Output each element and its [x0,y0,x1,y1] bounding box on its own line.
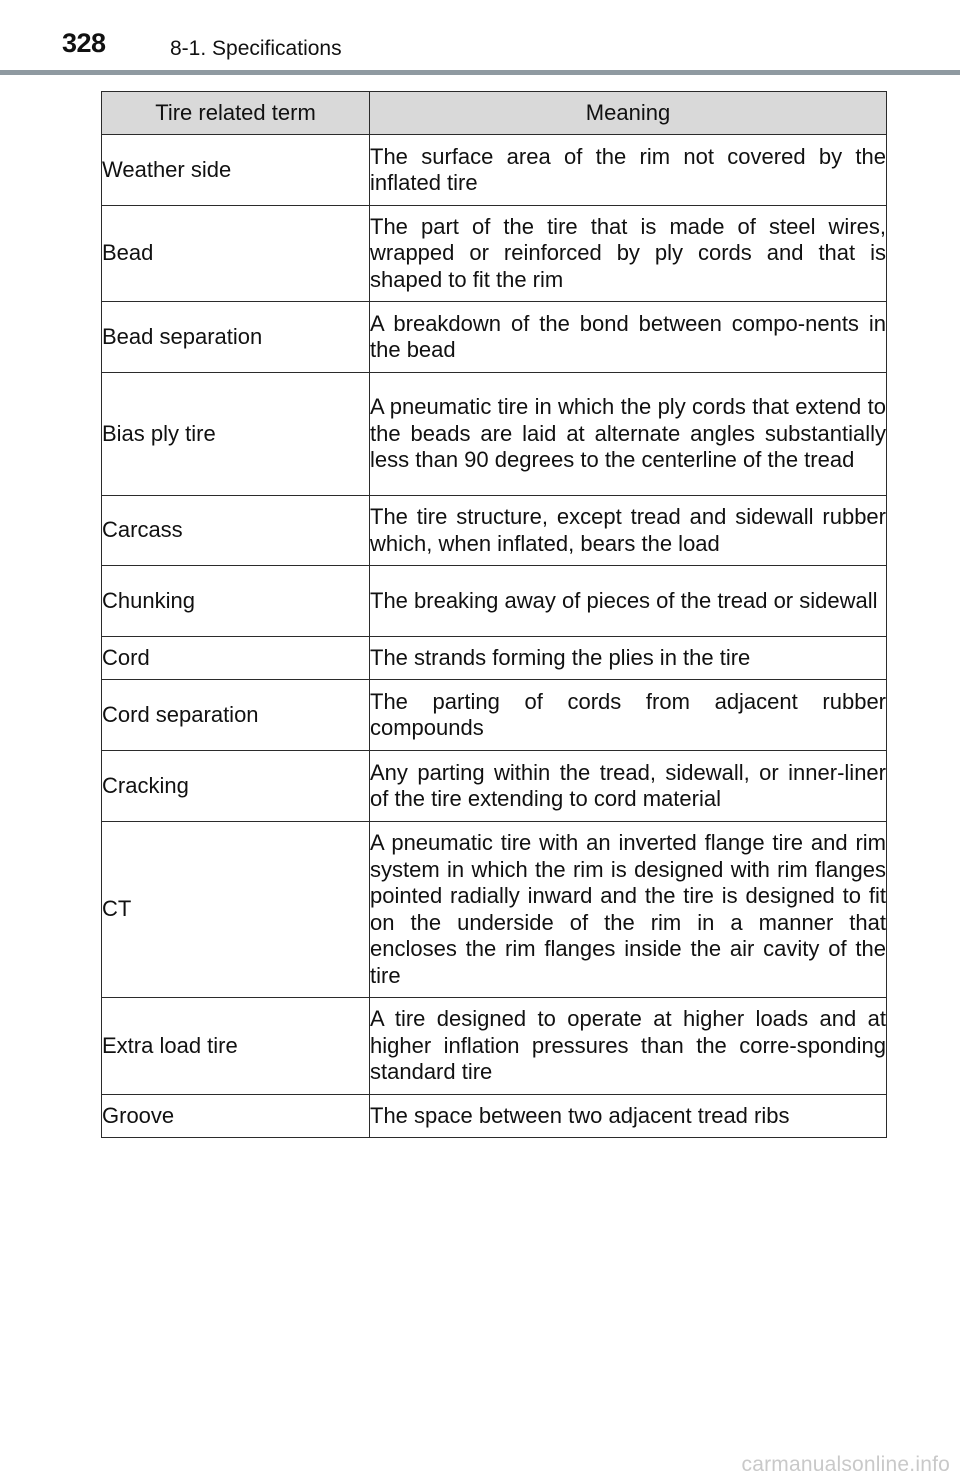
table-header-row [102,92,887,135]
meaning-cell: A tire designed to operate at higher loads and at higher inflation pressures than the corre-sponding standard tire [370,998,887,1095]
tire-terms-table [101,91,887,1138]
term-cell: Cracking [102,751,370,822]
meaning-cell: A breakdown of the bond between compo-nents in the bead [370,302,887,373]
term-cell: Bead separation [102,302,370,373]
meaning-cell: The part of the tire that is made of steel wires, wrapped or reinforced by ply cords and that is shaped to fit the rim [370,206,887,302]
term-cell: Weather side [102,135,370,206]
table-row [102,135,887,206]
table-row [102,373,887,496]
meaning-cell: The strands forming the plies in the tire [370,637,887,680]
meaning-cell: The space between two adjacent tread ribs [370,1095,887,1138]
watermark-text: carmanualsonline.info [741,1453,950,1476]
table-row [102,680,887,751]
table-row [102,302,887,373]
term-cell: Carcass [102,496,370,566]
term-cell: Bias ply tire [102,373,370,496]
table-row [102,822,887,998]
meaning-cell: The parting of cords from adjacent rubber compounds [370,680,887,751]
meaning-cell: A pneumatic tire in which the ply cords that extend to the beads are laid at alternate angles substantially less than 90 degrees to the centerline of the tread [370,373,887,496]
page-header [0,0,960,76]
table-row [102,637,887,680]
meaning-cell: The surface area of the rim not covered by the inflated tire [370,135,887,206]
meaning-cell: The breaking away of pieces of the tread or sidewall [370,566,887,637]
table-row [102,751,887,822]
table-row [102,496,887,566]
term-cell: Cord [102,637,370,680]
term-cell: CT [102,822,370,998]
page-number: 328 [62,28,106,58]
section-title: 8-1. Specifications [170,37,342,60]
column-header-term: Tire related term [102,92,370,135]
meaning-cell: The tire structure, except tread and sidewall rubber which, when inflated, bears the load [370,496,887,566]
table-row [102,998,887,1095]
header-divider [0,70,960,75]
table-row [102,1095,887,1138]
meaning-cell: Any parting within the tread, sidewall, or inner-liner of the tire extending to cord material [370,751,887,822]
term-cell: Groove [102,1095,370,1138]
column-header-meaning: Meaning [370,92,887,135]
term-cell: Extra load tire [102,998,370,1095]
term-cell: Chunking [102,566,370,637]
meaning-cell: A pneumatic tire with an inverted flange tire and rim system in which the rim is designed with rim flanges pointed radially inward and the tire is designed to fit on the underside of the rim in a manner that encloses the rim flanges inside the air cavity of the tire [370,822,887,998]
table-row [102,566,887,637]
term-cell: Cord separation [102,680,370,751]
term-cell: Bead [102,206,370,302]
table-row [102,206,887,302]
